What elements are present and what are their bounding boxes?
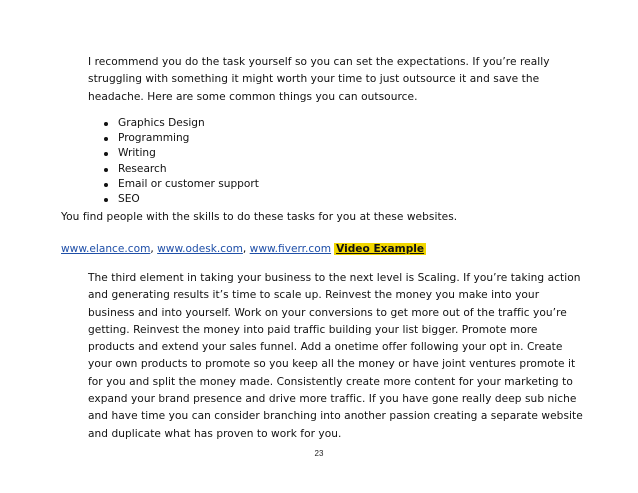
intro-line: I recommend you do the task yourself so you can set the expectations. If you’re really xyxy=(88,56,550,68)
scaling-line: and duplicate what has proven to work for you. xyxy=(88,427,342,440)
elance-link[interactable]: www.elance.com xyxy=(61,243,151,255)
list-item-label: Graphics Design xyxy=(118,117,205,129)
bullet-icon xyxy=(104,168,108,172)
list-item xyxy=(103,131,259,146)
list-item xyxy=(103,146,259,161)
intro-line: headache. Here are some common things you can outsource. xyxy=(88,90,418,103)
list-item xyxy=(103,177,259,192)
bullet-icon xyxy=(104,137,108,141)
sites-intro-text xyxy=(61,209,457,226)
intro-paragraph xyxy=(88,54,558,106)
fiverr-link[interactable]: www.fiverr.com xyxy=(249,243,332,255)
list-item xyxy=(103,116,259,131)
scaling-line: products and extend your sales funnel. Add a onetime offer following your opt in. Create xyxy=(88,341,563,354)
scaling-line: and generating results it’s time to scale up. Reinvest the money you make into your xyxy=(88,289,540,302)
website-links xyxy=(61,242,426,257)
bullet-icon xyxy=(104,198,108,202)
list-item xyxy=(103,162,259,177)
outsource-list xyxy=(103,116,259,207)
scaling-line: and have time you can consider branching into another passion creating a separate website xyxy=(88,410,583,423)
scaling-line: getting. Reinvest the money into paid traffic building your list bigger. Promote more xyxy=(88,323,538,336)
bullet-icon xyxy=(104,152,108,156)
scaling-line: your own products to promote so you keep all the money or have joint ventures promote it xyxy=(88,358,576,371)
odesk-link[interactable]: www.odesk.com xyxy=(157,243,243,255)
page-number: 23 xyxy=(314,449,324,458)
scaling-line: for you and split the money made. Consistently create more content for your marketing to xyxy=(88,375,573,388)
scaling-line: The third element in taking your business to the next level is Scaling. If you’re taking action xyxy=(88,272,581,284)
list-item-label: Email or customer support xyxy=(118,177,259,190)
list-item-label: Research xyxy=(118,162,167,175)
sites-intro-line: You find people with the skills to do these tasks for you at these websites. xyxy=(61,211,458,223)
list-item-label: Programming xyxy=(118,132,190,145)
scaling-line: expand your brand presence and drive more traffic. If you have gone really deep sub niche xyxy=(88,393,577,406)
scaling-line: business and into yourself. Work on your conversions to get more out of the traffic you’re xyxy=(88,306,567,319)
link-separator: , xyxy=(150,243,158,255)
list-item xyxy=(103,192,259,207)
intro-line: struggling with something it might worth your time to just outsource it and save the xyxy=(88,73,540,86)
video-example-link[interactable]: Video Example xyxy=(336,243,425,255)
bullet-icon xyxy=(104,183,108,187)
bullet-icon xyxy=(104,122,108,126)
link-separator: , xyxy=(242,243,250,255)
list-item-label: Writing xyxy=(118,147,156,160)
list-item-label: SEO xyxy=(118,193,140,206)
scaling-paragraph xyxy=(88,270,588,443)
